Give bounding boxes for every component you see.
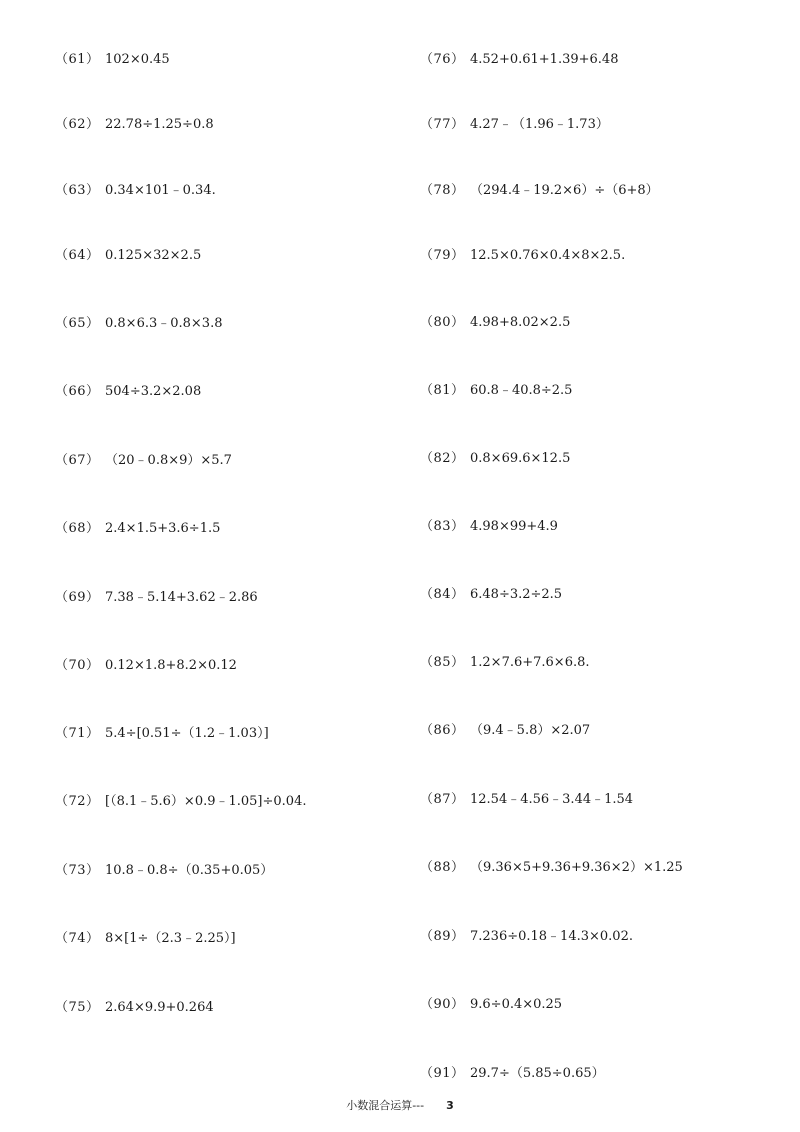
problem-item bbox=[55, 521, 220, 537]
problem-number: （86） bbox=[420, 723, 465, 738]
problem-item bbox=[55, 183, 216, 199]
problem-number: （79） bbox=[420, 248, 465, 263]
problem-number: （91） bbox=[420, 1066, 465, 1081]
problem-expression: 2.4×1.5+3.6÷1.5 bbox=[105, 521, 221, 536]
problem-number: （71） bbox=[55, 726, 100, 741]
problem-number: （89） bbox=[420, 929, 465, 944]
problem-expression: （20﹣0.8×9）×5.7 bbox=[105, 453, 232, 468]
problem-item bbox=[420, 52, 618, 68]
problem-number: （67） bbox=[55, 453, 100, 468]
problem-item bbox=[55, 863, 273, 879]
problem-item bbox=[55, 590, 258, 606]
problem-expression: 10.8﹣0.8÷（0.35+0.05） bbox=[105, 863, 274, 878]
problem-item bbox=[55, 931, 236, 947]
problem-number: （61） bbox=[55, 52, 100, 67]
problem-number: （87） bbox=[420, 792, 465, 807]
problem-number: （65） bbox=[55, 316, 100, 331]
problem-item bbox=[420, 383, 572, 399]
problem-item bbox=[420, 929, 633, 945]
problem-expression: （9.4﹣5.8）×2.07 bbox=[470, 723, 591, 738]
problem-expression: 4.27﹣（1.96﹣1.73） bbox=[470, 117, 609, 132]
problem-expression: 0.34×101﹣0.34. bbox=[105, 183, 216, 198]
problem-item bbox=[420, 860, 683, 876]
problem-item bbox=[55, 453, 232, 469]
problem-item bbox=[55, 384, 201, 400]
problem-item bbox=[55, 316, 222, 332]
problem-expression: [（8.1﹣5.6）×0.9﹣1.05]÷0.04. bbox=[105, 794, 307, 809]
problem-item bbox=[420, 315, 570, 331]
problem-expression: 8×[1÷（2.3﹣2.25）] bbox=[105, 931, 236, 946]
problem-expression: 22.78÷1.25÷0.8 bbox=[105, 117, 214, 132]
problem-item bbox=[55, 726, 269, 742]
problem-expression: 4.98+8.02×2.5 bbox=[470, 315, 571, 330]
problem-number: （66） bbox=[55, 384, 100, 399]
problem-number: （70） bbox=[55, 658, 100, 673]
problem-expression: （294.4﹣19.2×6）÷（6+8） bbox=[470, 183, 659, 198]
problem-expression: 4.98×99+4.9 bbox=[470, 519, 558, 534]
problem-number: （83） bbox=[420, 519, 465, 534]
page-footer bbox=[0, 1097, 800, 1113]
problem-number: （80） bbox=[420, 315, 465, 330]
problem-item bbox=[420, 117, 609, 133]
problem-expression: 0.8×69.6×12.5 bbox=[470, 451, 571, 466]
problem-number: （64） bbox=[55, 248, 100, 263]
problem-expression: 0.8×6.3﹣0.8×3.8 bbox=[105, 316, 223, 331]
problem-number: （72） bbox=[55, 794, 100, 809]
problem-expression: 0.125×32×2.5 bbox=[105, 248, 202, 263]
problem-expression: 29.7÷（5.85÷0.65） bbox=[470, 1066, 605, 1081]
problem-number: （73） bbox=[55, 863, 100, 878]
problem-expression: 102×0.45 bbox=[105, 52, 170, 67]
problem-number: （62） bbox=[55, 117, 100, 132]
problem-number: （77） bbox=[420, 117, 465, 132]
problem-item bbox=[420, 587, 562, 603]
problem-item bbox=[420, 1066, 605, 1082]
problem-expression: 7.38﹣5.14+3.62﹣2.86 bbox=[105, 590, 258, 605]
page-number: 3 bbox=[446, 1099, 454, 1112]
problem-item bbox=[55, 658, 237, 674]
problem-item bbox=[420, 723, 590, 739]
problem-item bbox=[55, 1000, 214, 1016]
problem-expression: 5.4÷[0.51÷（1.2﹣1.03）] bbox=[105, 726, 269, 741]
problem-expression: 0.12×1.8+8.2×0.12 bbox=[105, 658, 237, 673]
problem-number: （69） bbox=[55, 590, 100, 605]
problem-expression: 7.236÷0.18﹣14.3×0.02. bbox=[470, 929, 633, 944]
problem-expression: 1.2×7.6+7.6×6.8. bbox=[470, 655, 590, 670]
problem-expression: 12.54﹣4.56﹣3.44﹣1.54 bbox=[470, 792, 634, 807]
problem-number: （68） bbox=[55, 521, 100, 536]
problem-number: （63） bbox=[55, 183, 100, 198]
problem-item bbox=[420, 519, 558, 535]
problem-expression: （9.36×5+9.36+9.36×2）×1.25 bbox=[470, 860, 683, 875]
problem-number: （85） bbox=[420, 655, 465, 670]
problem-number: （90） bbox=[420, 997, 465, 1012]
problem-expression: 6.48÷3.2÷2.5 bbox=[470, 587, 563, 602]
problem-expression: 12.5×0.76×0.4×8×2.5. bbox=[470, 248, 626, 263]
problem-number: （84） bbox=[420, 587, 465, 602]
problem-number: （74） bbox=[55, 931, 100, 946]
problem-number: （75） bbox=[55, 1000, 100, 1015]
problem-item bbox=[55, 248, 201, 264]
problem-item bbox=[55, 794, 306, 810]
problem-number: （82） bbox=[420, 451, 465, 466]
problem-item bbox=[420, 183, 659, 199]
problem-item bbox=[420, 451, 570, 467]
problem-item bbox=[420, 248, 625, 264]
problem-expression: 504÷3.2×2.08 bbox=[105, 384, 202, 399]
problem-number: （78） bbox=[420, 183, 465, 198]
problem-expression: 60.8﹣40.8÷2.5 bbox=[470, 383, 573, 398]
problem-number: （88） bbox=[420, 860, 465, 875]
footer-title: 小数混合运算--- bbox=[346, 1099, 425, 1112]
problem-expression: 2.64×9.9+0.264 bbox=[105, 1000, 214, 1015]
problem-item bbox=[420, 792, 633, 808]
problem-expression: 9.6÷0.4×0.25 bbox=[470, 997, 563, 1012]
problem-item bbox=[55, 117, 214, 133]
problem-number: （76） bbox=[420, 52, 465, 67]
problem-expression: 4.52+0.61+1.39+6.48 bbox=[470, 52, 619, 67]
problem-item bbox=[420, 655, 590, 671]
problem-item bbox=[55, 52, 170, 68]
problem-number: （81） bbox=[420, 383, 465, 398]
problem-item bbox=[420, 997, 562, 1013]
